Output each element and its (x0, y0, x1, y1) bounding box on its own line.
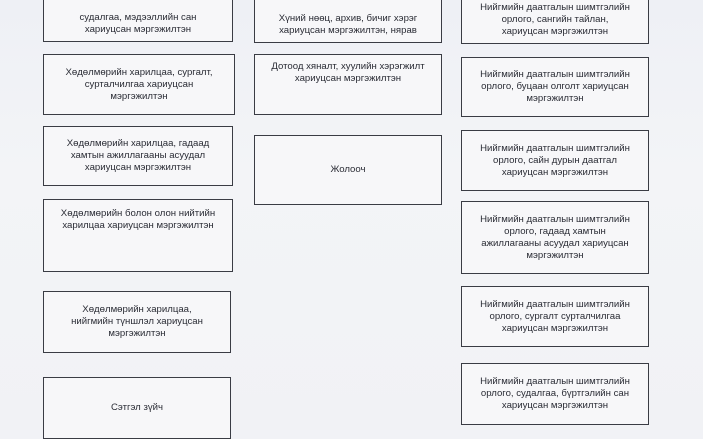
org-box-right-4 (461, 201, 649, 274)
org-box-text: Нийгмийн даатгалын шимтгэлийн орлого, сангийн тайлан, хариуцсан мэргэжилтэн (480, 2, 630, 37)
org-box-left-3 (43, 126, 233, 186)
org-box-right-1 (461, 0, 649, 44)
org-box-left-5 (43, 291, 231, 353)
org-box-left-1 (43, 0, 233, 42)
org-box-text: судалгаа, мэдээллийн сан хариуцсан мэргэжилтэн (79, 12, 197, 35)
org-box-text: Нийгмийн даатгалын шимтгэлийн орлого, буцаан олголт хариуцсан мэргэжилтэн (480, 69, 630, 104)
org-box-text: Нийгмийн даатгалын шимтгэлийн орлого, судалгаа, бүртгэлийн сан хариуцсан мэргэжилтэн (480, 376, 630, 411)
org-box-text: Сэтгэл зүйч (110, 402, 163, 413)
org-box-middle-2 (254, 54, 442, 115)
org-box-text: Хөдөлмөрийн харилцаа, гадаад хамтын ажиллагааны асуудал хариуцсан мэргэжилтэн (66, 138, 210, 173)
org-box-right-2 (461, 57, 649, 117)
org-box-text: Хөдөлмөрийн харилцаа, сургалт, сурталчилгаа хариуцсан мэргэжилтэн (65, 66, 213, 102)
org-box-left-4 (43, 199, 233, 272)
org-box-text: Жолооч (330, 164, 366, 175)
org-box-text: Хүний нөөц, архив, бичиг хэрэг хариуцсан мэргэжилтэн, нярав (278, 13, 418, 36)
org-box-text: Нийгмийн даатгалын шимтгэлийн орлого, сургалт сурталчилгаа хариуцсан мэргэжилтэн (480, 298, 630, 334)
org-box-text: Хөдөлмөрийн болон олон нийтийн харилцаа хариуцсан мэргэжилтэн (60, 208, 216, 231)
org-box-right-3 (461, 130, 649, 191)
org-box-text: Хөдөлмөрийн харилцаа, нийгмийн түншлэл хариуцсан мэргэжилтэн (71, 304, 203, 339)
org-box-text: Нийгмийн даатгалын шимтгэлийн орлого, гадаад хамтын ажиллагааны асуудал хариуцсан мэргэжилтэн (480, 213, 630, 261)
org-box-left-2 (43, 54, 235, 115)
org-box-right-6 (461, 363, 649, 425)
org-box-text: Дотоод хяналт, хуулийн хэрэгжилт хариуцсан мэргэжилтэн (271, 61, 425, 84)
org-box-middle-1 (254, 0, 442, 43)
org-box-text: Нийгмийн даатгалын шимтгэлийн орлого, сайн дурын даатгал хариуцсан мэргэжилтэн (480, 142, 630, 178)
org-box-right-5 (461, 286, 649, 347)
org-box-middle-3 (254, 135, 442, 205)
